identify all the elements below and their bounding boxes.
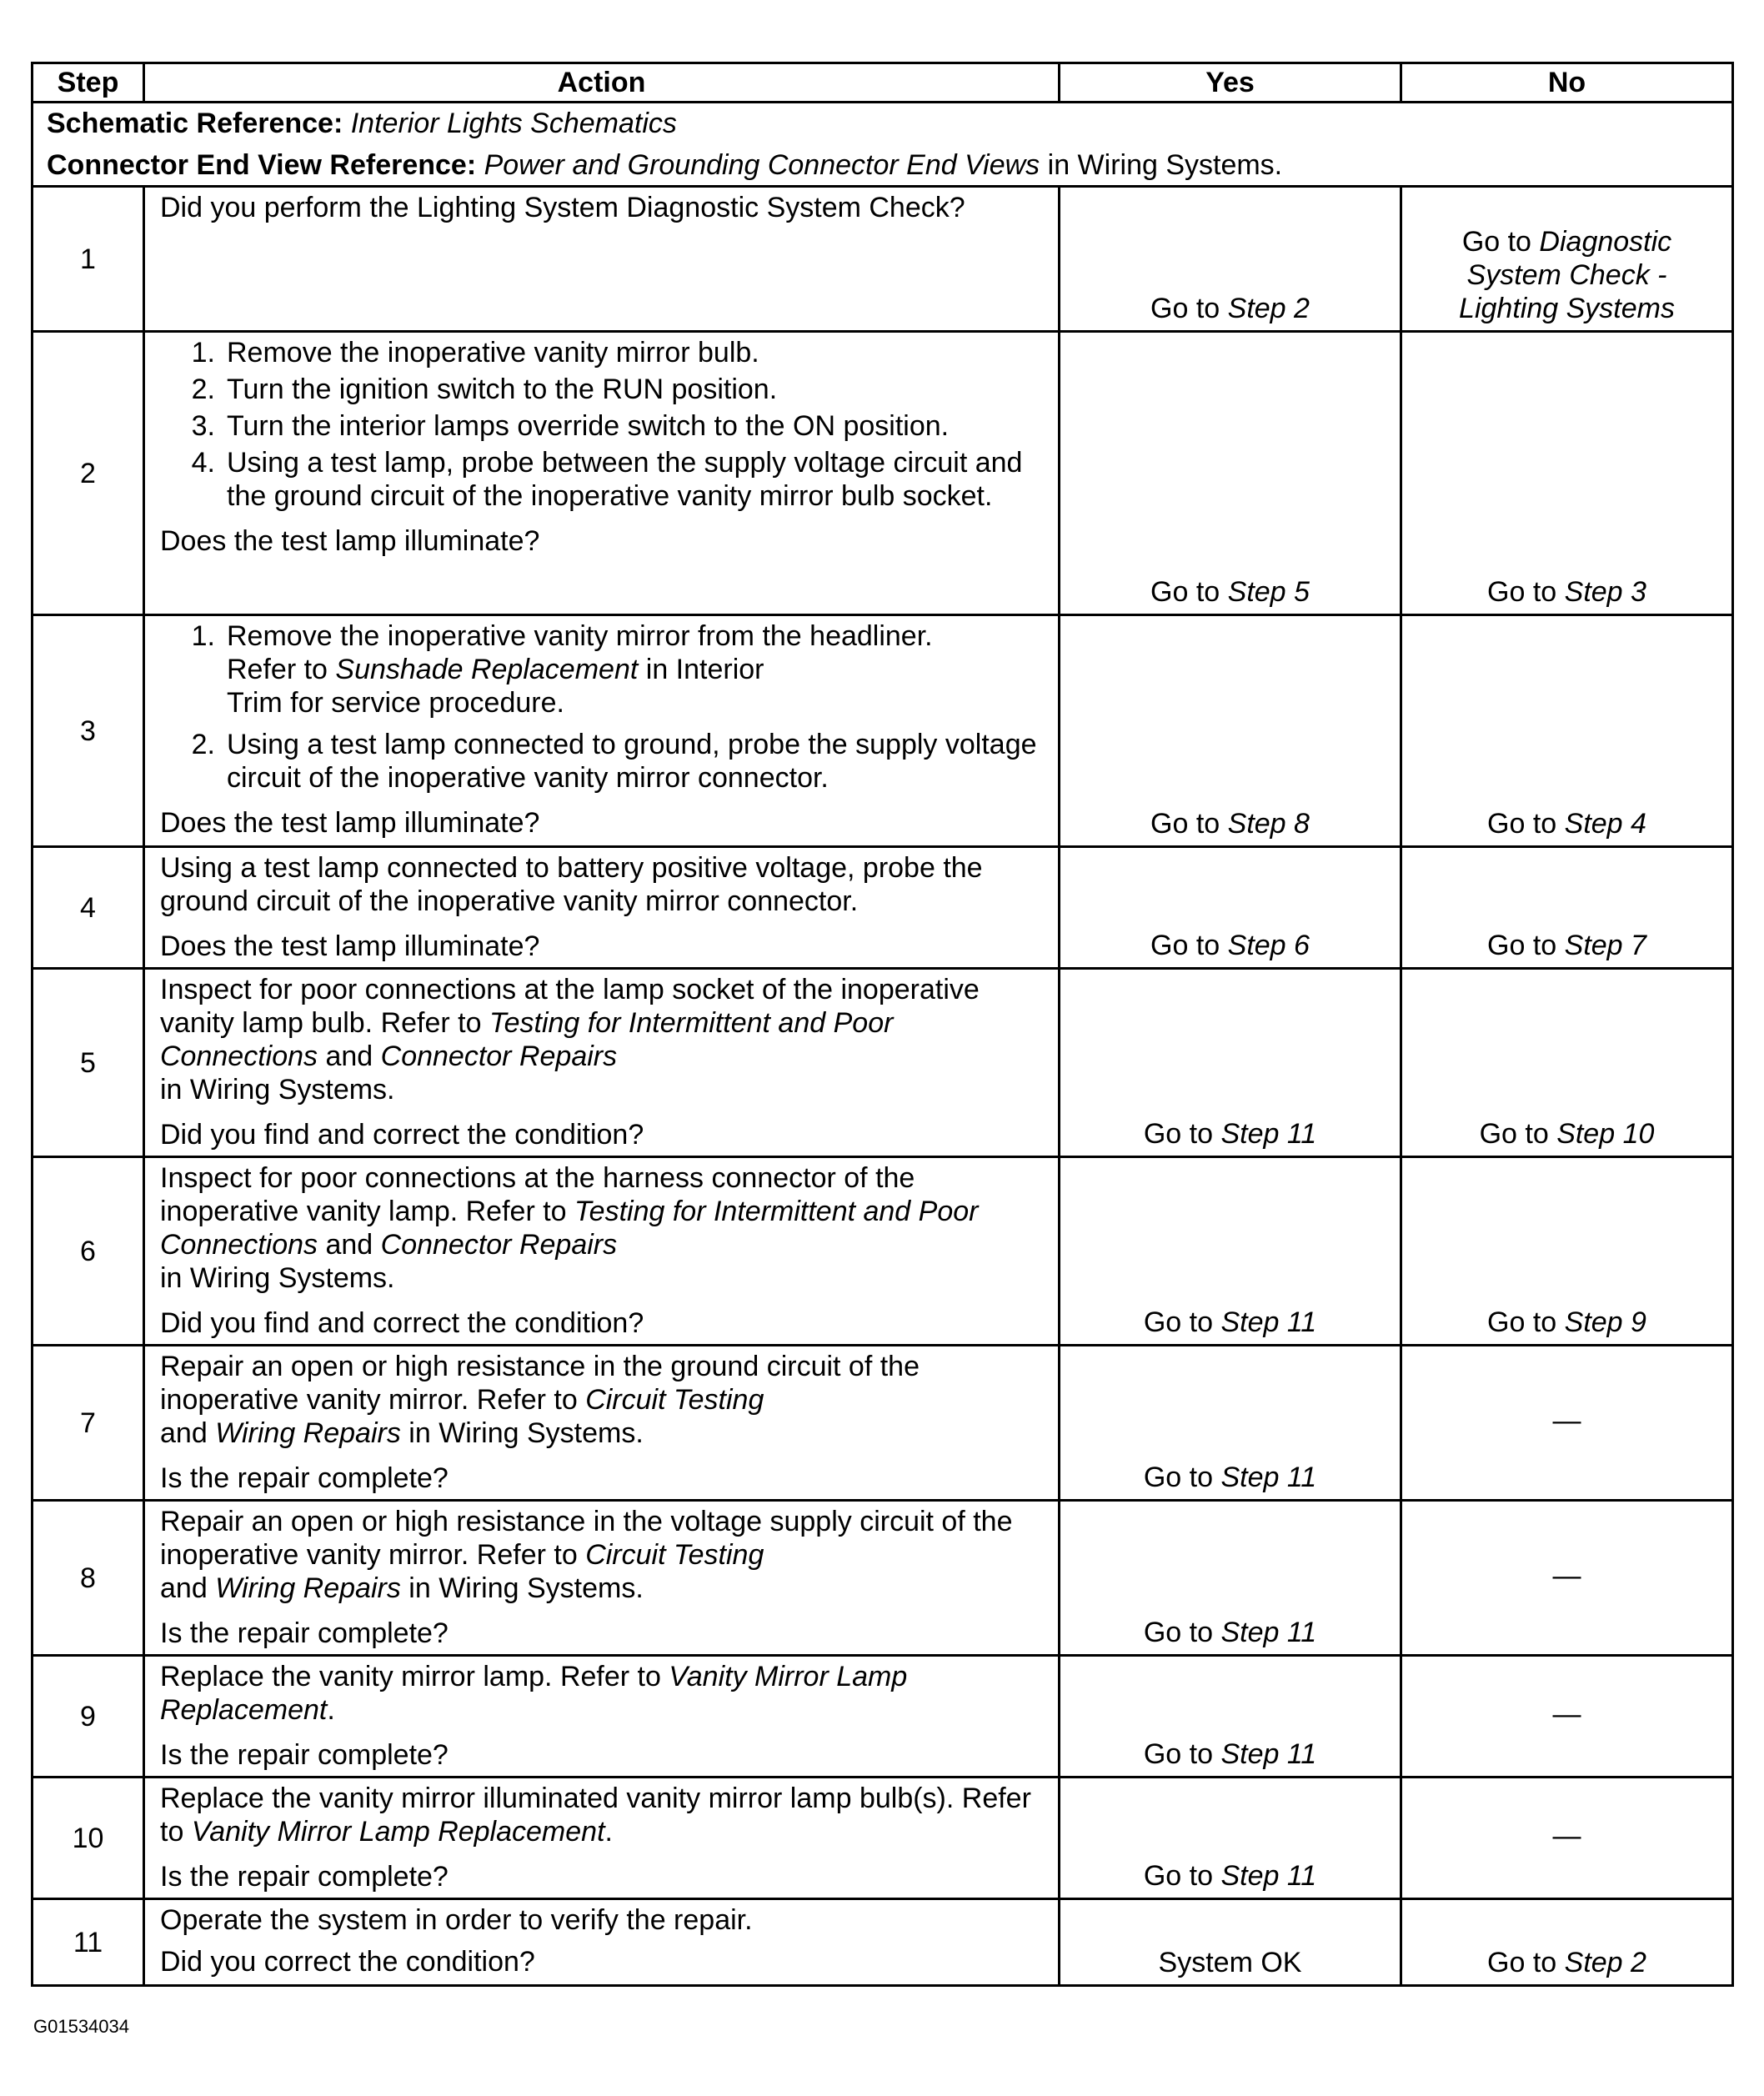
table-row (33, 615, 1733, 847)
yes-cell: Go to Step 11 (1060, 969, 1401, 1157)
header-step: Step (33, 63, 144, 103)
action-text: Inspect for poor connections at the harness connector of the inoperative vanity lamp. Refer to Testing for Intermittent and Poor Connections and Connector Repairs in Wiring Systems. (160, 1162, 979, 1294)
table-row (33, 1778, 1733, 1899)
action-text: Repair an open or high resistance in the voltage supply circuit of the inoperative vanity mirror. Refer to Circuit Testing and Wiring Repairs in Wiring Systems. (160, 1506, 1013, 1604)
step-number: 7 (33, 1346, 144, 1501)
go-to-text: Go to (1150, 293, 1228, 324)
yes-target: Step 11 (1220, 1462, 1317, 1493)
question-text: Does the test lamp illuminate? (160, 930, 540, 962)
yes-target: Step 6 (1227, 930, 1310, 961)
action-cell (144, 1157, 1060, 1346)
substep: 1. Remove the inoperative vanity mirror from the headliner. Refer to Sunshade Replacement in Interior Trim for service procedure. (191, 620, 933, 719)
table-row (33, 969, 1733, 1157)
substep: 3. Turn the interior lamps override switch to the ON position. (191, 410, 950, 442)
schematic-reference (47, 107, 1718, 140)
diagnostic-table (31, 62, 1734, 1987)
question-text: Does the test lamp illuminate? (160, 807, 540, 839)
substep: 2. Turn the ignition switch to the RUN position. (191, 374, 778, 405)
action-text: Inspect for poor connections at the lamp socket of the inoperative vanity lamp bulb. Refer to Testing for Intermittent and Poor Connections and Connector Repairs in Wiring Systems. (160, 974, 980, 1106)
connector-suffix: in Wiring Systems. (1040, 149, 1283, 181)
yes-cell: Go to Step 6 (1060, 847, 1401, 969)
substep: 4. Using a test lamp, probe between the supply voltage circuit and the ground circuit of the inoperative vanity mirror bulb socket. (191, 447, 1023, 512)
yes-cell: Go to Step 11 (1060, 1157, 1401, 1346)
header-yes: Yes (1060, 63, 1401, 103)
no-cell: Go to Step 10 (1401, 969, 1733, 1157)
table-row (33, 332, 1733, 615)
table-row (33, 1899, 1733, 1986)
step-number: 6 (33, 1157, 144, 1346)
yes-target: Step 11 (1220, 1306, 1317, 1338)
table-row (33, 1656, 1733, 1778)
yes-cell (1060, 187, 1401, 332)
yes-target: Step 8 (1227, 808, 1310, 840)
header-action: Action (144, 63, 1060, 103)
yes-target: Step 11 (1220, 1118, 1317, 1150)
schematic-value: Interior Lights Schematics (350, 108, 677, 139)
yes-cell: Go to Step 11 (1060, 1501, 1401, 1656)
substep: 1. Remove the inoperative vanity mirror bulb. (191, 337, 759, 369)
question-text: Did you find and correct the condition? (160, 1119, 644, 1151)
question-text: Is the repair complete? (160, 1617, 449, 1649)
step-number: 10 (33, 1778, 144, 1899)
no-target: Step 3 (1564, 576, 1646, 608)
action-cell (144, 1346, 1060, 1501)
no-cell: — (1401, 1501, 1733, 1656)
step-number: 9 (33, 1656, 144, 1778)
yes-cell: Go to Step 11 (1060, 1656, 1401, 1778)
connector-reference (47, 148, 1718, 182)
yes-target: Step 11 (1220, 1860, 1317, 1892)
yes-target: Step 5 (1227, 576, 1310, 608)
action-text: Replace the vanity mirror illuminated vanity mirror lamp bulb(s). Refer to Vanity Mirror Lamp Replacement. (160, 1783, 1031, 1848)
action-cell (144, 1656, 1060, 1778)
action-cell (144, 1899, 1060, 1986)
action-cell (144, 847, 1060, 969)
yes-cell: Go to Step 8 (1060, 615, 1401, 847)
question-text: Did you correct the condition? (160, 1946, 535, 1978)
question-text: Is the repair complete? (160, 1739, 449, 1771)
action-text: Repair an open or high resistance in the ground circuit of the inoperative vanity mirror. Refer to Circuit Testing and Wiring Repairs in Wiring Systems. (160, 1351, 920, 1449)
yes-cell: Go to Step 5 (1060, 332, 1401, 615)
no-target: Step 10 (1556, 1118, 1655, 1150)
step-number: 1 (33, 187, 144, 332)
question-text: Is the repair complete? (160, 1861, 449, 1893)
no-cell: — (1401, 1778, 1733, 1899)
action-cell (144, 615, 1060, 847)
yes-cell: Go to Step 11 (1060, 1346, 1401, 1501)
action-cell (144, 332, 1060, 615)
no-cell: — (1401, 1346, 1733, 1501)
question-text: Did you find and correct the condition? (160, 1307, 644, 1339)
action-text: Replace the vanity mirror lamp. Refer to Vanity Mirror Lamp Replacement. (160, 1661, 908, 1726)
action-cell (144, 1501, 1060, 1656)
action-cell (144, 187, 1060, 332)
no-cell: — (1401, 1656, 1733, 1778)
action-cell (144, 1778, 1060, 1899)
table-row (33, 187, 1733, 332)
no-cell: Go to Step 4 (1401, 615, 1733, 847)
yes-target: Step 11 (1220, 1617, 1317, 1648)
question-text: Is the repair complete? (160, 1462, 449, 1494)
table-row (33, 1157, 1733, 1346)
no-cell: Go to Step 7 (1401, 847, 1733, 969)
reference-cell (33, 103, 1733, 187)
table-row (33, 847, 1733, 969)
no-target: Step 2 (1564, 1947, 1646, 1978)
yes-target: Step 11 (1220, 1738, 1317, 1770)
no-target: Diagnostic System Check - Lighting Systems (1459, 226, 1675, 324)
connector-value: Power and Grounding Connector End Views (484, 149, 1040, 181)
step-number: 2 (33, 332, 144, 615)
action-text: Did you perform the Lighting System Diagnostic System Check? (160, 192, 965, 223)
yes-cell: System OK (1060, 1899, 1401, 1986)
table-row (33, 1346, 1733, 1501)
no-target: Step 4 (1564, 808, 1646, 840)
no-target: Step 9 (1564, 1306, 1646, 1338)
table-row (33, 1501, 1733, 1656)
no-cell (1401, 187, 1733, 332)
action-text: Using a test lamp connected to battery positive voltage, probe the ground circuit of the inoperative vanity mirror connector. (160, 852, 983, 917)
question-text: Does the test lamp illuminate? (160, 525, 540, 557)
no-cell: Go to Step 2 (1401, 1899, 1733, 1986)
no-cell: Go to Step 3 (1401, 332, 1733, 615)
action-text: Operate the system in order to verify the repair. (160, 1904, 753, 1936)
schematic-label: Schematic Reference: (47, 108, 343, 139)
step-number: 8 (33, 1501, 144, 1656)
step-number: 3 (33, 615, 144, 847)
no-target: Step 7 (1564, 930, 1646, 961)
no-cell: Go to Step 9 (1401, 1157, 1733, 1346)
step-number: 11 (33, 1899, 144, 1986)
yes-cell: Go to Step 11 (1060, 1778, 1401, 1899)
connector-label: Connector End View Reference: (47, 149, 477, 181)
header-row (33, 63, 1733, 103)
figure-id: G01534034 (33, 2016, 129, 2037)
go-to-text: Go to (1461, 226, 1540, 258)
action-cell (144, 969, 1060, 1157)
step-number: 5 (33, 969, 144, 1157)
header-no: No (1401, 63, 1733, 103)
yes-target: Step 2 (1227, 293, 1310, 324)
step-number: 4 (33, 847, 144, 969)
reference-row (33, 103, 1733, 187)
substep: 2. Using a test lamp connected to ground, probe the supply voltage circuit of the inoperative vanity mirror connector. (191, 729, 1037, 794)
